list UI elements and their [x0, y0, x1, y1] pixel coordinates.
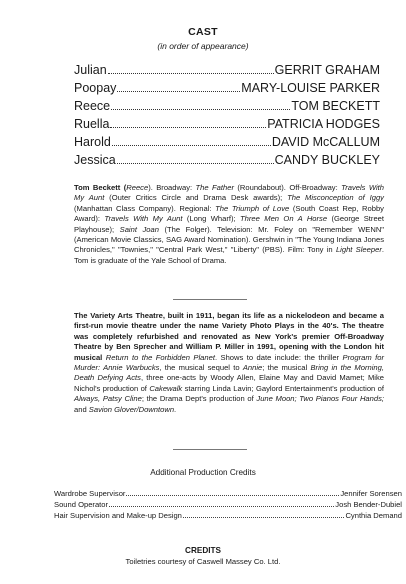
- cast-actor: CANDY BUCKLEY: [274, 153, 380, 167]
- bio-text: (The Folger). Television: Mr. Foley on "Remember WENN" (American Movie Classics, SAG Award Nomination). Gershwin in "The Young Indiana Jones Chronicles," "Townies," "Central Park West," "Liberty" (PBS). Film: Tony in: [74, 224, 384, 255]
- history-text: , the musical sequel to: [159, 363, 243, 373]
- bio-text: (South Coast Rep, Robby Award):: [74, 203, 384, 224]
- cast-actor: MARY-LOUISE PARKER: [241, 81, 380, 95]
- cast-role: Julian: [74, 63, 107, 77]
- history-text: .: [174, 404, 177, 414]
- bio-text: (Outer Critics Circle and Drama Desk awards);: [104, 193, 288, 203]
- cast-row: [74, 151, 380, 169]
- credit-name: Josh Bender-Dubiel: [335, 500, 402, 509]
- leader-dots: [126, 488, 339, 496]
- credit-role: Hair Supervision and Make-up Design: [54, 511, 182, 520]
- bio-title: Three Men On A Horse: [240, 214, 328, 224]
- history-title: Cakewalk: [149, 383, 183, 393]
- bio-text: ). Broadway:: [148, 183, 196, 192]
- bio-title: The Triumph of Love: [215, 203, 290, 213]
- bio-title: Travels With My Aunt: [74, 183, 384, 203]
- history-text: starring Linda Lavin; Gaylord Entertainment's production of: [182, 383, 384, 393]
- cast-row: [74, 97, 380, 115]
- history-text: The Variety Arts Theatre, built in 1911, began its life as a nickelodeon and became a first-run movie theatre under the name Variety Photo Plays in the 40's. The theatre was completely refurbished and renovated as New York's premier Off-Broadway Theatre by Ben Sprecher and William P. Miller in 1991, opening with the London hit musical: [74, 311, 384, 362]
- bio-title: The Misconception of Iggy: [287, 193, 384, 203]
- credit-role: Sound Operator: [54, 500, 109, 509]
- history-title: Annie: [242, 363, 263, 373]
- leader-dots: [183, 510, 345, 518]
- leader-dots: [108, 62, 274, 74]
- cast-role: Reece: [74, 99, 111, 113]
- leader-dots: [117, 80, 240, 92]
- section-divider: [173, 449, 247, 450]
- history-title: Bring in the Morning, Death Defying Acts: [74, 363, 384, 383]
- history-title: Savion Glover/Downtown: [88, 404, 175, 414]
- history-text: ; the musical: [262, 363, 311, 373]
- cast-actor: PATRICIA HODGES: [267, 117, 380, 131]
- history-title: Program for Murder: Annie Warbucks: [74, 352, 384, 373]
- leader-dots: [117, 152, 274, 164]
- bio-title: The Father: [195, 183, 234, 192]
- leader-dots: [109, 499, 334, 507]
- credit-role: Wardrobe Supervisor: [54, 489, 126, 498]
- cast-role: Jessica: [74, 153, 116, 167]
- bio-text: (Roundabout). Off-Broadway:: [233, 183, 342, 192]
- cast-role: Ruella: [74, 117, 110, 131]
- credit-name: Cynthia Demand: [345, 511, 402, 520]
- cast-actor: GERRIT GRAHAM: [274, 63, 380, 77]
- credit-row: [54, 499, 402, 510]
- bio-title: Saint Joan: [119, 224, 159, 234]
- actor-bio: [74, 183, 384, 266]
- credits-heading: CREDITS: [185, 546, 221, 555]
- history-title: June Moon; Two Pianos Four Hands;: [256, 394, 384, 404]
- cast-role: Harold: [74, 135, 111, 149]
- history-text: . Shows to date include: the thriller: [214, 352, 343, 362]
- bio-role: Reece: [126, 183, 149, 192]
- credit-row: [54, 488, 402, 499]
- cast-row: [74, 133, 380, 151]
- leader-dots: [112, 134, 271, 146]
- cast-row: [74, 115, 380, 133]
- credits-text: Toiletries courtesy of Caswell Massey Co. Ltd.: [125, 557, 281, 566]
- history-title: Always, Patsy Cline: [74, 394, 142, 404]
- leader-dots: [110, 116, 266, 128]
- history-title: Return to the Forbidden Planet: [105, 352, 215, 362]
- history-text: and: [74, 404, 89, 414]
- history-text: ; the Drama Dept's production of: [141, 394, 257, 404]
- additional-credits-list: [54, 488, 402, 521]
- cast-heading: CAST: [188, 26, 218, 38]
- bio-text: (Long Wharf);: [182, 214, 241, 224]
- cast-row: [74, 79, 380, 97]
- bio-text: (Manhattan Class Company). Regional:: [74, 203, 216, 213]
- bio-text: (George Street Playhouse);: [74, 214, 384, 234]
- history-text: , three one-acts by Woody Allen, Elaine May and David Mamet; Mike Nichol's production of: [74, 373, 385, 393]
- bio-name: Tom Beckett (: [74, 183, 127, 192]
- cast-list: [74, 61, 380, 169]
- section-divider: [173, 299, 247, 300]
- cast-role: Poopay: [74, 81, 117, 95]
- bio-title: Travels With My Aunt: [104, 214, 183, 224]
- credit-name: Jennifer Sorensen: [340, 489, 402, 498]
- cast-subheading: (in order of appearance): [157, 41, 249, 51]
- credit-row: [54, 510, 402, 521]
- cast-row: [74, 61, 380, 79]
- additional-credits-heading: Additional Production Credits: [150, 468, 256, 477]
- leader-dots: [111, 98, 290, 110]
- bio-title: Light Sleeper: [335, 245, 382, 255]
- theatre-history: [74, 311, 384, 415]
- bio-text: . Tom is graduate of the Yale School of Drama.: [74, 245, 384, 265]
- cast-actor: TOM BECKETT: [291, 99, 380, 113]
- cast-actor: DAVID McCALLUM: [271, 135, 380, 149]
